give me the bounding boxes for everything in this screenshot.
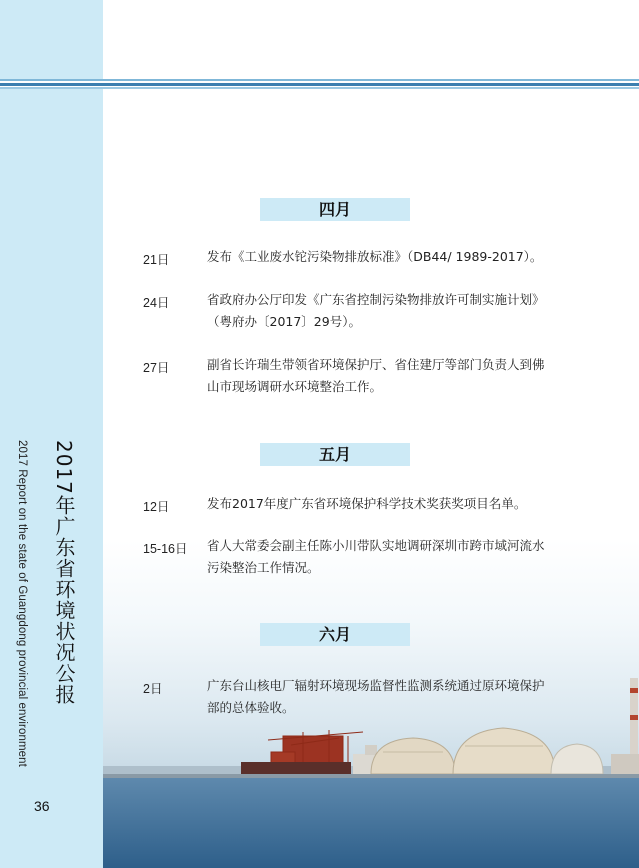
event-day: 24日 — [143, 296, 170, 310]
event-description: 省人大常委会副主任陈小川带队实地调研深圳市跨市域河流水污染整治工作情况。 — [207, 538, 545, 575]
month-heading-june: 六月 — [260, 623, 410, 646]
event-day: 2日 — [143, 682, 163, 696]
page-number: 36 — [34, 798, 50, 814]
event-description: 广东台山核电厂辐射环境现场监督性监测系统通过原环境保护部的总体验收。 — [207, 678, 545, 715]
event-description: 副省长许瑞生带领省环境保护厅、省住建厅等部门负责人到佛山市现场调研水环境整治工作。 — [207, 357, 545, 394]
report-title-cn: 2017年广东省环境状况公报 — [52, 440, 76, 705]
month-heading-may: 五月 — [260, 443, 410, 466]
event-day: 27日 — [143, 361, 170, 375]
report-title-en: 2017 Report on the state of Guangdong provincial environment — [16, 440, 28, 767]
vertical-title — [8, 440, 98, 780]
header-stripe — [0, 79, 639, 89]
event-day: 12日 — [143, 500, 170, 514]
event-description: 发布2017年度广东省环境保护科学技术奖获奖项目名单。 — [207, 496, 527, 511]
sidebar-band — [0, 0, 103, 868]
event-day: 21日 — [143, 253, 170, 267]
event-description: 省政府办公厅印发《广东省控制污染物排放许可制实施计划》（粤府办〔2017〕29号）。 — [207, 292, 545, 329]
event-day: 15-16日 — [143, 542, 188, 556]
sea-water — [103, 778, 639, 868]
month-heading-april: 四月 — [260, 198, 410, 221]
event-description: 发布《工业废水铊污染物排放标准》（DB44/ 1989-2017）。 — [207, 249, 543, 264]
